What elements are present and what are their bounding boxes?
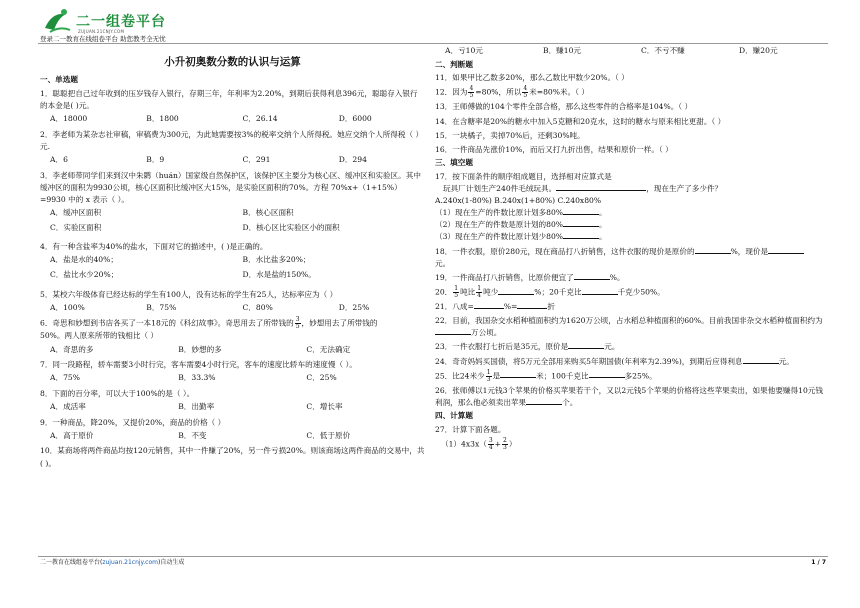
answer-blank[interactable] <box>500 377 536 378</box>
question-12: 12．因为 $\frac{4}{5}$ =80%，所以 $\frac{4}{5}$ 米=80%米。（ ） <box>435 85 589 100</box>
answer-blank[interactable] <box>568 348 604 349</box>
option: B．不变 <box>178 430 207 440</box>
answer-blank[interactable] <box>435 334 471 335</box>
option: A．成活率 <box>50 402 86 412</box>
question-10-options <box>435 46 827 57</box>
left-column <box>40 46 425 472</box>
option: A．6 <box>50 154 68 164</box>
formula-options: A.240x(1-80%) B.240x(1+80%) C.240x80% <box>435 196 602 206</box>
answer-blank[interactable] <box>517 308 547 309</box>
option: B．1800 <box>146 114 179 124</box>
option: D．25% <box>338 302 370 312</box>
question-26: 26．张师傅以1元钱3个苹果的价格买苹果若干个，又以2元钱5个苹果的价格将这些苹果卖出，如果他要赚得10元钱利润，那么他必须卖出苹果 个。 <box>435 385 823 407</box>
question-2: 2．李老师为某杂志社审稿，审稿费为300元，为此她需要按3%的税率交纳个人所得税。她应交纳个人所得税（ ）元. <box>40 129 424 151</box>
fraction: $\frac{1}{4}$ <box>477 285 482 300</box>
question-9: 9．一种商品，降20%，又提价20%，商品的价格（ ） <box>40 417 226 427</box>
question-6: 6．奇思和妙想到书店各买了一本18元的《科幻故事》。奇思用去了所带钱的 $\frac{3}{5}$ ，妙想用去了所带钱的 50%。两人原来所带的钱相比（ ） <box>40 316 378 341</box>
answer-blank[interactable] <box>498 294 534 295</box>
question-6-options <box>40 345 425 356</box>
question-4: 4．有一种含盐率为40%的盐水，下面对它的描述中，( )是正确的。 <box>40 242 268 252</box>
option: C．291 <box>242 154 271 164</box>
option: A．奇思的多 <box>50 344 94 354</box>
page-header <box>38 6 428 44</box>
question-10: 10．某商场将两件商品均按120元销售，其中一件赚了20%，另一件亏损20%。则该商场这两件商品的交易中，共( )。 <box>40 446 425 468</box>
option: B．赚10元 <box>543 46 582 55</box>
option: D．核心区比实验区小的面积 <box>242 222 340 232</box>
option: B．水比盐多20%； <box>242 255 311 265</box>
question-14: 14．在含糖率是20%的糖水中加入5克糖和20克水，这时的糖水与原来相比更甜。（ ） <box>435 116 726 126</box>
header-slogan: 登录二一教育在线组卷平台 助您教考全无忧 <box>40 35 166 43</box>
answer-blank[interactable] <box>695 253 731 254</box>
option: A．75% <box>50 373 80 383</box>
fraction: $\frac{2}{3}$ <box>503 436 507 451</box>
option: C．无法确定 <box>306 344 351 354</box>
option: C．增长率 <box>306 402 343 412</box>
runner-logo-icon <box>42 8 72 34</box>
option: A．缓冲区面积 <box>50 208 102 218</box>
question-1-options <box>40 114 425 125</box>
question-3: 3．李老师带同学们来到汉中朱鹮（huán）国家级自然保护区，该保护区主要分为核心区、缓冲区和实验区。其中缓冲区的面积为9930公顷，核心区面积比缓冲区大15%，是实验区面积的70%。方程 70%x+（1+15%）=9930 中的 x 表示（ ）。 <box>40 170 421 204</box>
answer-blank[interactable] <box>474 308 504 309</box>
footer-link[interactable]: zujuan.21cnjy.com <box>102 559 158 566</box>
question-22: 22．目前，我国杂交水稻种植面积约为1620万公顷，占水稻总种植面积的60%。目前我国非杂交水稻种植面积约为万公顷。 <box>435 316 823 338</box>
question-27: 27．计算下面各题。 <box>435 424 506 434</box>
question-23: 23．一件衣服打七折后是35元，原价是 元。 <box>435 342 620 352</box>
question-1: 1．聪聪把自己过年收到的压岁钱存入银行，存期三年，年利率为2.20%，到期后获得利息396元，聪聪存入银行的本金是( )元。 <box>40 88 418 110</box>
question-9-options <box>40 431 425 442</box>
answer-blank[interactable] <box>563 226 599 227</box>
option: C．低于原价 <box>306 430 351 440</box>
option: B．出勤率 <box>178 402 215 412</box>
question-13: 13．王师傅做的104个零件全部合格，那么这些零件的合格率是104%。（ ） <box>435 102 693 112</box>
answer-blank[interactable] <box>563 238 599 239</box>
question-24: 24．奇奇妈妈买国债，将5万元全部用来购买5年期国债(年利率为2.39%)，到期后应得利息 元。 <box>435 356 794 366</box>
question-8: 8．下面的百分率，可以大于100%的是（ ）。 <box>40 388 195 398</box>
answer-blank[interactable] <box>589 377 625 378</box>
question-4-options <box>40 255 425 284</box>
option: B．妙想的多 <box>178 344 222 354</box>
answer-blank[interactable] <box>768 253 804 254</box>
brand-subtitle: ZUJUAN.21CNJY.COM <box>78 29 125 34</box>
option: B．核心区面积 <box>242 208 294 218</box>
option: C．实验区面积 <box>50 222 102 232</box>
question-5-options <box>40 303 425 314</box>
fraction: $\frac{4}{5}$ <box>469 85 474 100</box>
option: A．100% <box>50 302 85 312</box>
question-7: 7．同一段路程，轿车需要3小时行完，客车需要4小时行完，客车的速度比轿车的速度慢（ ）。 <box>40 360 357 370</box>
question-21: 21．八成= %= 折 <box>435 302 555 312</box>
fraction: $\frac{3}{4}$ <box>488 436 493 451</box>
fraction: $\frac{1}{5}$ <box>454 285 459 300</box>
option: D．294 <box>338 154 367 164</box>
option: A．18000 <box>50 114 88 124</box>
option: D．6000 <box>338 114 372 124</box>
question-11: 11．如果甲比乙数多20%，那么乙数比甲数少20%。（ ） <box>435 73 629 83</box>
question-20: 20． $\frac{1}{5}$ 吨比 $\frac{1}{4}$ 吨少 %；20千克比 千克少50%。 <box>435 285 665 300</box>
section-heading-true-false: 二、判断题 <box>435 59 473 69</box>
question-7-options <box>40 373 425 384</box>
fraction: $\frac{3}{5}$ <box>295 316 300 331</box>
option: A．亏10元 <box>445 46 483 55</box>
answer-blank[interactable] <box>743 363 779 364</box>
fraction: $\frac{4}{5}$ <box>523 85 528 100</box>
option: B．75% <box>146 302 177 312</box>
question-3-options <box>40 208 425 237</box>
footer-divider <box>38 556 828 557</box>
question-19: 19．一件商品打八折销售，比原价便宜了 %。 <box>435 272 625 282</box>
answer-blank[interactable] <box>556 190 646 191</box>
question-25: 25．比24米少 $\frac{1}{3}$ 是 米；100千克比 多25%。 <box>435 368 657 383</box>
question-16: 16．一件商品先涨价10%，而后又打九折出售，结果和原价一样。（ ） <box>435 144 673 154</box>
option: C．80% <box>242 302 273 312</box>
brand-name: 二一组卷平台 <box>76 14 166 30</box>
answer-blank[interactable] <box>574 279 610 280</box>
option: A．盐是水的40%； <box>50 255 118 265</box>
question-18: 18．一件衣服，原价280元，现在商品打八折销售，这件衣服的现价是原价的 %，现价是 元。 <box>435 246 827 270</box>
option: C．26.14 <box>242 114 278 124</box>
option: C．盐比水少20%； <box>50 270 119 280</box>
page-title: 小升初奥数分数的认识与运算 <box>164 56 301 68</box>
question-17: 17．按下面条件的顺序组成题目，选择相对应算式是 玩具厂计划生产240件毛绒玩具。 ，现在生产了多少件？ A.240x(1-80%) B.240x(1+80%) C.240x80% （1）现在生产的件数比原计划多80% 。 （2）现在生产的件数是原计划的80% 。 （3）现在生产的件数比原计划少80% 。 <box>435 171 723 242</box>
right-column <box>435 46 827 453</box>
fraction: $\frac{1}{3}$ <box>486 368 491 383</box>
section-heading-single-choice: 一、单选题 <box>40 75 78 85</box>
answer-blank[interactable] <box>526 404 562 405</box>
option: B．9 <box>146 154 165 164</box>
option: D．水是盐的150%。 <box>242 270 316 280</box>
option: C．25% <box>306 373 337 383</box>
question-2-options <box>40 155 425 166</box>
section-heading-calculation: 四、计算题 <box>435 411 473 421</box>
answer-blank[interactable] <box>563 214 599 215</box>
option: C．不亏不赚 <box>641 46 685 55</box>
question-5: 5．某校六年级体育已经达标的学生有100人，没有达标的学生有25人，达标率应为（ ） <box>40 289 338 299</box>
footer-source: 二一教育在线组卷平台(zujuan.21cnjy.com)自动生成 <box>40 559 185 566</box>
question-27-part-1: （1）4x3x（ $\frac{3}{4}$ + $\frac{2}{3}$ ） <box>441 436 517 451</box>
page-number: 1 / 7 <box>811 559 826 566</box>
answer-blank[interactable] <box>582 294 618 295</box>
option: A．高于原价 <box>50 430 94 440</box>
option: D．赚20元 <box>739 46 778 55</box>
question-8-options <box>40 402 425 413</box>
option: B．33.3% <box>178 373 216 383</box>
header-divider <box>38 43 828 44</box>
section-heading-fill-blank: 三、填空题 <box>435 158 473 168</box>
question-15: 15．一块橘子，卖掉70%后，还剩30%吨。 <box>435 130 585 140</box>
